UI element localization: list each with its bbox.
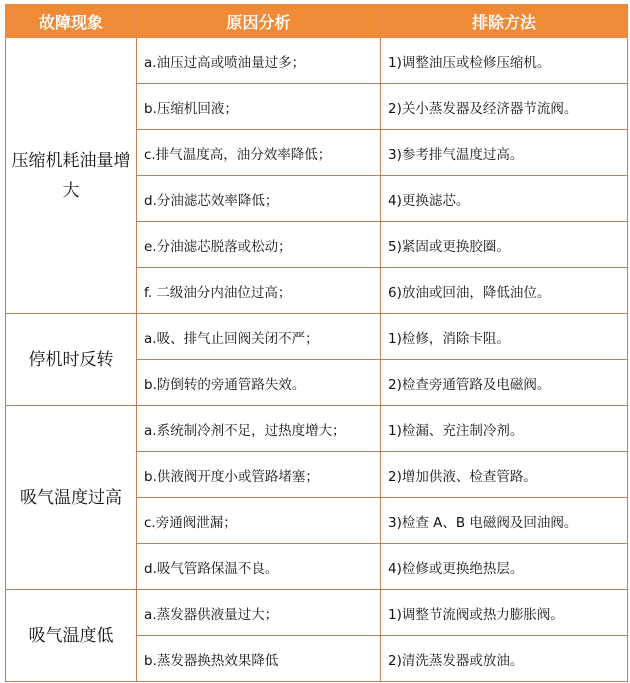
remedy-cell: 2)增加供液、检查管路。	[381, 452, 628, 498]
cause-cell: a.蒸发器供液量过大；	[137, 590, 381, 636]
table-row	[6, 590, 628, 636]
symptom-cell: 吸气温度低	[6, 590, 137, 682]
header-remedy: 排除方法	[381, 5, 628, 38]
cause-cell: d.吸气管路保温不良。	[137, 544, 381, 590]
cause-cell: c.旁通阀泄漏；	[137, 498, 381, 544]
cause-cell: a.油压过高或喷油量过多；	[137, 38, 381, 84]
remedy-cell: 1)调整油压或检修压缩机。	[381, 38, 628, 84]
symptom-cell: 吸气温度过高	[6, 406, 137, 590]
remedy-cell: 5)紧固或更换胶圈。	[381, 222, 628, 268]
remedy-cell: 2)检查旁通管路及电磁阀。	[381, 360, 628, 406]
remedy-cell: 6)放油或回油，降低油位。	[381, 268, 628, 314]
cause-cell: f. 二级油分内油位过高；	[137, 268, 381, 314]
remedy-cell: 2)清洗蒸发器或放油。	[381, 636, 628, 682]
cause-cell: b.防倒转的旁通管路失效。	[137, 360, 381, 406]
header-symptom: 故障现象	[6, 5, 137, 38]
cause-cell: b.供液阀开度小或管路堵塞；	[137, 452, 381, 498]
cause-cell: a.吸、排气止回阀关闭不严；	[137, 314, 381, 360]
symptom-cell: 停机时反转	[6, 314, 137, 406]
remedy-cell: 1)检修，消除卡阻。	[381, 314, 628, 360]
table-row	[6, 38, 628, 84]
table-row	[6, 406, 628, 452]
cause-cell: a.系统制冷剂不足，过热度增大；	[137, 406, 381, 452]
symptom-cell: 压缩机耗油量增大	[6, 38, 137, 314]
cause-cell: e.分油滤芯脱落或松动；	[137, 222, 381, 268]
cause-cell: b.蒸发器换热效果降低	[137, 636, 381, 682]
cause-cell: b.压缩机回液；	[137, 84, 381, 130]
remedy-cell: 1)检漏、充注制冷剂。	[381, 406, 628, 452]
remedy-cell: 3)参考排气温度过高。	[381, 130, 628, 176]
remedy-cell: 2)关小蒸发器及经济器节流阀。	[381, 84, 628, 130]
remedy-cell: 4)检修或更换绝热层。	[381, 544, 628, 590]
cause-cell: d.分油滤芯效率降低；	[137, 176, 381, 222]
remedy-cell: 1)调整节流阀或热力膨胀阀。	[381, 590, 628, 636]
troubleshooting-table	[5, 4, 628, 682]
header-cause: 原因分析	[137, 5, 381, 38]
remedy-cell: 4)更换滤芯。	[381, 176, 628, 222]
cause-cell: c.排气温度高，油分效率降低；	[137, 130, 381, 176]
table-row	[6, 314, 628, 360]
header-row	[6, 5, 628, 38]
remedy-cell: 3)检查 A、B 电磁阀及回油阀。	[381, 498, 628, 544]
